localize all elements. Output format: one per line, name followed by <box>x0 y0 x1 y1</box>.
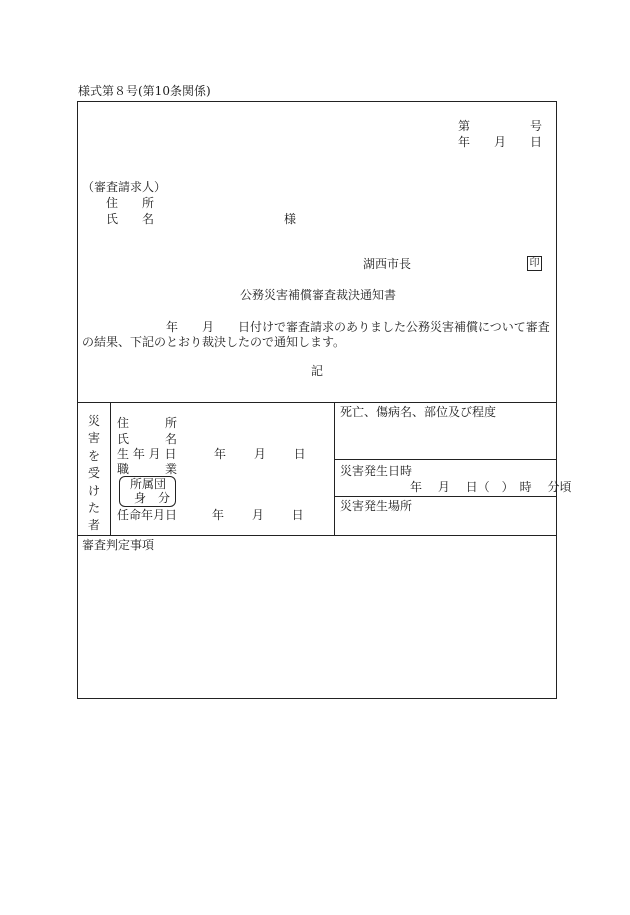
victim-appointment-date: 年 月 日 <box>212 508 304 522</box>
issuer-name: 湖西市長 <box>363 257 412 271</box>
document-title: 公務災害補償審査裁決通知書 <box>240 288 397 302</box>
claimant-honorific: 様 <box>284 212 297 226</box>
occurrence-datetime-value: 年 月 日（ ） 時 分頃 <box>410 480 572 494</box>
victim-occupation-label: 職 業 <box>117 462 178 476</box>
ki-heading: 記 <box>311 364 324 378</box>
claimant-address-label: 住 所 <box>106 196 155 210</box>
right-row-divider-2 <box>334 496 557 497</box>
victim-vertical-label: 災害を受けた者 <box>87 414 100 533</box>
table-top-line <box>77 402 557 403</box>
seal-mark: 印 <box>527 256 542 271</box>
victim-affiliation-label: 所属団 <box>130 477 167 491</box>
document-number: 第 号 <box>458 119 543 133</box>
victim-name-label: 氏 名 <box>117 432 178 446</box>
claimant-heading: （審査請求人） <box>82 180 167 194</box>
injury-label: 死亡、傷病名、部位及び程度 <box>340 405 497 419</box>
judgment-label: 審査判定事項 <box>82 538 155 552</box>
center-divider <box>334 402 335 536</box>
body-text-line-1: 年 月 日付けで審査請求のありました公務災害補償について審査 <box>166 320 550 334</box>
document-date: 年 月 日 <box>458 135 543 149</box>
victim-status-label: 身 分 <box>134 491 171 505</box>
occurrence-datetime-label: 災害発生日時 <box>340 464 413 478</box>
occurrence-location-label: 災害発生場所 <box>340 499 413 513</box>
victim-label-divider <box>110 402 111 536</box>
form-number-label: 様式第８号(第10条関係) <box>78 84 211 98</box>
victim-appointment-label: 任命年月日 <box>117 508 178 522</box>
victim-birth-label: 生 年 月 日 <box>117 447 177 461</box>
victim-address-label: 住 所 <box>117 416 178 430</box>
claimant-name-label: 氏 名 <box>106 212 155 226</box>
body-text-line-2: の結果、下記のとおり裁決したので通知します。 <box>82 335 346 349</box>
right-row-divider-1 <box>334 459 557 460</box>
victim-birth-date: 年 月 日 <box>214 447 306 461</box>
table-bottom-line <box>77 535 557 536</box>
